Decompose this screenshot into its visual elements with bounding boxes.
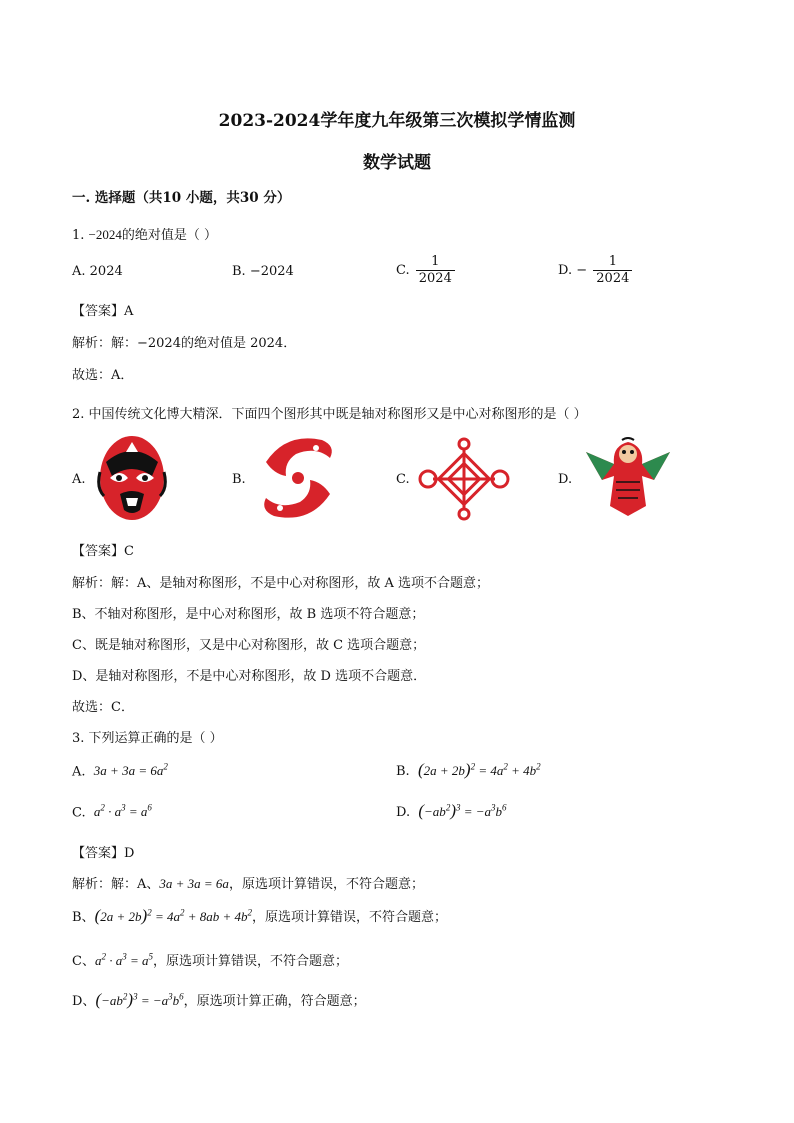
- q3-note-c: ，原选项计算错误，不符合题意；: [152, 954, 348, 969]
- q3-answer: 【答案】D: [72, 846, 135, 861]
- q3-option-b: B. $(2a + 2b)^2 = 4a^2 + 4b^2$: [396, 760, 541, 779]
- q3-option-a: A. $3a + 3a = 6a^2$: [72, 762, 168, 780]
- q2-label-c: C.: [396, 472, 410, 487]
- q1-option-d: [558, 254, 634, 287]
- page-title: 2023-2024学年度九年级第三次模拟学情监测: [218, 111, 576, 131]
- q3-analysis-b: B、$(2a + 2b)^2 = 4a^2 + 8ab + 4b^2$，原选项计算错误，不符合题意；: [72, 906, 448, 925]
- q3-label-c: C、: [72, 954, 95, 969]
- q2-analysis-4: D、是轴对称图形，不是中心对称图形，故 D 选项不合题意．: [72, 669, 427, 684]
- q3-note-b: ，原选项计算错误，不符合题意；: [252, 910, 448, 925]
- q3-analysis-prefix: 解析：解：A、: [72, 877, 160, 892]
- q3-analysis-c: C、$a^2 \cdot a^3 = a^5$，原选项计算错误，不符合题意；: [72, 951, 348, 969]
- q1-analysis: 解析：解：−2024的绝对值是 2024．: [72, 336, 297, 351]
- question-3-stem: 3. 下列运算正确的是（ ）: [72, 731, 223, 746]
- paper-cut-fish-image: [256, 432, 340, 524]
- q2-label-d: D.: [558, 472, 573, 487]
- q3-note-a: ，原选项计算错误，不符合题意；: [228, 877, 424, 892]
- q1-c-numerator: 1: [416, 254, 455, 271]
- q1-answer: 【答案】A: [72, 304, 134, 319]
- q1-c-denominator: 2024: [418, 271, 452, 286]
- q3-analysis-a: 解析：解：A、3a + 3a = 6a，原选项计算错误，不符合题意；: [72, 876, 424, 892]
- q3-label-d: D、: [72, 994, 96, 1009]
- opera-mask-image: [96, 432, 168, 524]
- q1-d-numerator: 1: [593, 254, 632, 271]
- q2-label-b: B.: [232, 472, 246, 487]
- q1-option-b: B. −2024: [232, 264, 294, 279]
- q1-option-a: A. 2024: [72, 264, 123, 279]
- q2-answer: 【答案】C: [72, 544, 134, 559]
- chinese-knot-image: [416, 436, 512, 522]
- q1-stem-text: 的绝对值是（ ）: [121, 228, 218, 243]
- kite-image: [584, 436, 672, 520]
- q1-option-d-label: D.: [558, 263, 573, 278]
- q2-label-a: A.: [72, 472, 86, 487]
- q1-choose: 故选：A．: [72, 368, 134, 383]
- q1-d-minus: −: [576, 263, 588, 278]
- q3-analysis-d: D、$(-ab^2)^3 = -a^3b^6$，原选项计算正确，符合题意；: [72, 990, 366, 1009]
- q3-note-d: ，原选项计算正确，符合题意；: [183, 994, 366, 1009]
- q3-option-d: D. $(-ab^2)^3 = -a^3b^6$: [396, 801, 507, 820]
- question-1-stem: 1. −2024的绝对值是（ ）: [72, 227, 218, 243]
- q2-choose: 故选：C．: [72, 700, 134, 715]
- q1-option-c-label: C.: [396, 263, 410, 278]
- q3-option-c: C. $a^2 \cdot a^3 = a^6$: [72, 803, 152, 821]
- q1-d-denominator: 2024: [596, 271, 630, 286]
- q1-option-c: [396, 254, 457, 287]
- q1-math: −2024: [88, 227, 122, 242]
- q3-label-b: B、: [72, 910, 95, 925]
- q2-analysis-3: C、既是轴对称图形，又是中心对称图形，故 C 选项合题意；: [72, 638, 426, 653]
- page-subtitle: 数学试题: [363, 153, 431, 173]
- question-2-stem: 2. 中国传统文化博大精深．下面四个图形其中既是轴对称图形又是中心对称图形的是（ ）: [72, 407, 587, 422]
- q2-analysis-1: 解析：解：A、是轴对称图形，不是中心对称图形，故 A 选项不合题意；: [72, 576, 490, 591]
- section-heading: 一. 选择题（共10 小题，共30 分）: [72, 190, 291, 206]
- q2-analysis-2: B、不轴对称图形，是中心对称图形，故 B 选项不符合题意；: [72, 607, 425, 622]
